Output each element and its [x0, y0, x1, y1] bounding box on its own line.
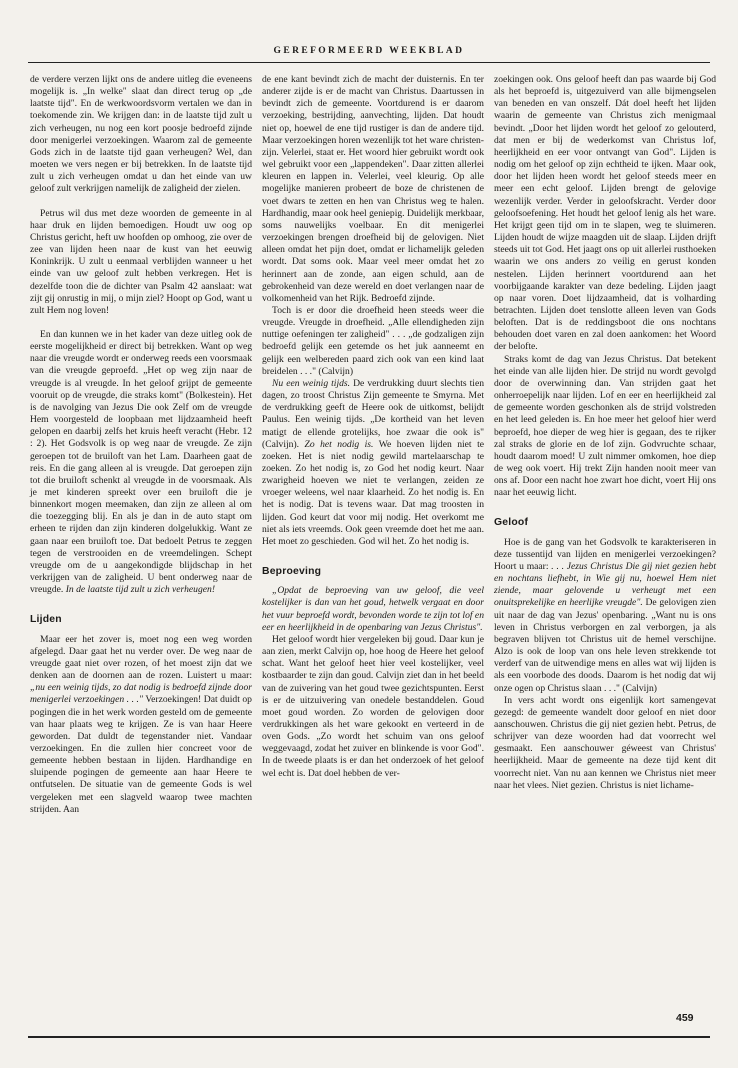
paragraph-text: Verzoekingen! Dat duidt op pogingen die in het werk worden gesteld om de gemeente van haar plaats weg te krijgen. Ze is van haar Heere geworden. Dat duldt de tegenstander niet. Vandaar verzoekingen. En die zullen hier concreet voor de gemeente hebben bestaan in lijden. Hardhandige en sluipende pogingen de gemeente aan haar Heere te ontfutselen. De situatie van de gemeente Gods is wel vergeleken met een slagveld waarop twee machten strijden. Aan: [30, 694, 252, 815]
paragraph-text: De gelovigen zien uit naar de dag van Jezus' openbaring. „Want nu is ons leven in Christus verborgen en zal verborgen, ja als begraven blijven tot Christus uit de hemel verschijne. Alzo is ook de loop van ons hele leven strekkende tot verderf van de uitwendige mens en alles wat wij lijden is als een voorbode des doods. Daarom is het nodig dat wij onze ogen op Christus slaan . . ." (Calvijn): [494, 597, 716, 694]
italic-quote: „nu een weinig tijds, zo dat nodig is bedroefd zijnde door menigerlei verzoekingen . . .": [30, 682, 252, 706]
paragraph: Toch is er door die droefheid heen steeds weer die vreugde. Vreugde in droefheid. „Alle ellendigheden zijn nuttige oefeningen ter zaligheid" . . . „de godzaligen zijn bedroefd gelijk een getemde os het juk aanneemt en gelijk een welbereden paard zich ook van een kind laat breidelen . . ." (Calvijn): [262, 304, 484, 377]
column-3: [494, 74, 716, 792]
paragraph-gap: [30, 596, 252, 608]
footer-rule: [28, 1036, 710, 1038]
header-rule: [28, 62, 710, 63]
paragraph-gap: [30, 196, 252, 208]
paragraph: zoekingen ook. Ons geloof heeft dan pas waarde bij God als het beproefd is, uitgezuiverd van alle bijmengselen van beneden en van onszelf. Dát doel heeft het lijden waarin de gemeente van Christus zich menigmaal bevindt. „Door het lijden wordt het geloof zo gelouterd, dat men er bij de wederkomst van Christus lof, heerlijkheid en eer voor ontvangt van God". Lijden is nodig om het geloof op zijn echtheid te ijken. Maar ook, door het lijden heen wordt het geloof steeds meer en meer een echt geloof. Lijden brengt de gelovige wezenlijk verder. Verder in geloofskracht. Verder door geloofsoefening. Het houdt het geloof lenig als het ware. Het krijgt geen tijd om in te slapen, weg te sluimeren. Lijden houdt de wijze maagden uit de slaap. Lijden drijft steeds uit tot God. Het jaagt ons op uit allerlei rusthoeken waarin we ons anders zo veilig en gerust konden nestelen. Lijden herinnert voortdurend aan het voorbijgaande karakter van deze bedeling. Lijden jaagt op naar voren. Doet lijdzaamheid, dat is volharding betrachten. Lijden doet tenslotte alleen leven van Gods beloften. Dat is de reddingsboot die ons nochtans behouden doet varen en zal doen aankomen: het Woord der belofte.: [494, 74, 716, 353]
paragraph: Straks komt de dag van Jezus Christus. Dat betekent het einde van alle lijden hier. De strijd nu wordt gevolgd door de overwinning dan. Van strijden gaat het onherroepelijk naar lijden. Lof en eer en heerlijkheid zal de gemeente worden geschonken als de strijd volstreden en het leed geleden is. En hoe meer het geloof hier werd beproefd, hoe dieper de weg hier is gegaan, des te rijker zal straks de glorie en de lof zijn. Godvruchte schaar, houdt daarom moed! U zult nimmer omkomen, hoe diep de weg ook voert. Hij trekt Zijn handen nooit meer van ons af. Door een nacht hoe zwart hoe dicht, voert Hij ons naar het eeuwig licht.: [494, 353, 716, 499]
paragraph: Petrus wil dus met deze woorden de gemeente in al haar druk en lijden bemoedigen. Houdt uw oog op Christus gericht, heft uw hoofden op omhoog, zie over de zee van lijden heen naar de kust van het eeuwig Koninkrijk. U zult u eenmaal verblijden wanneer u het einde van uw geloof zult hebben verkregen. Het is dezelfde toon die de dichter van Psalm 42 aanslaat: wat zijt gij onrustig in mij, o mijn ziel? Hoopt op God, want u zult Hem nog loven!: [30, 207, 252, 316]
paragraph: [262, 585, 484, 634]
paragraph: In vers acht wordt ons eigenlijk kort samengevat gezegd: de gemeente wandelt door geloof en niet door aanschouwen. Christus die gij niet gezien hebt. Petrus, de schrijver van deze woorden had dat voorrecht wel gesmaakt. Een aanschouwer géweest van Christus' heerlijkheid. Maar de gemeente na deze tijd kent dit voorrecht niet. Van nu aan kennen we Christus niet meer naar het vlees. Niet gezien. Christus is niet lichame-: [494, 694, 716, 791]
running-header: GEREFORMEERD WEEKBLAD: [273, 46, 465, 56]
italic-quote: . . . Jezus Christus Die gij niet gezien hebt en nochtans liefhebt, in Wie gij nu, hoewel Hem niet ziende, maar gelovende u verheugt met een onuitsprekelijke en heerlijke vreugde".: [494, 560, 716, 609]
paragraph-text: De verdrukking duurt slechts tien dagen, zo troost Christus Zijn gemeente te Smyrna. Met de verdrukking geeft de Heere ook de uitkomst, belijdt Paulus. Een weinig tijds. „De kortheid van het leven matigt de ellende grotelijks, hoe zwaar die ook is" (Calvijn).: [262, 377, 485, 450]
paragraph: [494, 537, 716, 695]
italic-text: In de laatste tijd zult u zich verheugen!: [65, 584, 216, 596]
paragraph-text: We hoeven lijden niet te zoeken. Het is niet nodig gewild martelaarschap te zoeken. Zo het nodig is, zo God het nodig keurt. Naar zwarigheid hoeven we niet te verlangen, zeiden ze vroeger weleens, wel naar klaarheid. Zo het nodig is. En het is nodig. Dat is tevens waar. Dat mag troosten in lijden. God keurt dat voor mij nodig. Het overkomt me niet als iets vreemds. Ook geen vreemde doet het me aan. Het moet zo geschieden. God wil het. Zo het nodig is.: [262, 438, 484, 547]
paragraph: de ene kant bevindt zich de macht der duisternis. En ter anderer zijde is er de macht van Christus. Daartussen in bevindt zich de gemeente. Voortdurend is er daarom verzoeking, bestrijding, aanvechting, lijden. Dat houdt niet op, hoewel de ene tijd rustiger is dan de andere tijd. Maar verzoekingen horen wezenlijk tot het ware christen-zijn. Velerlei, staat er. Het woord hier gebruikt wordt ook wel gebruikt voor een „lappendeken". Daar zitten allerlei kleuren en lappen in. Velerlei, veel kleurig. Op alle mogelijke manieren probeert de boze de christenen de voet dwars te zetten en hen van Christus weg te halen. Hardhandig, maar ook heel geniepig. Duidelijk merkbaar, soms nauwelijks voelbaar. En dit menigerlei verzoekingen brengen droefheid bij de gelovigen. Niet alleen omdat het pijn doet, omdat er lichamelijk geleden wordt. Dat soms ook. Maar veel meer omdat het zo herinnert aan de zonde, aan eigen schuld, aan de gebrokenheid van deze wereld en doet verlangen naar de volkomenheid van het Rijk. Bedroefd zijnde.: [262, 74, 484, 304]
paragraph-text: Hoe is de gang van het Godsvolk te karakteriseren in deze tussentijd van lijden en menigerlei verzoekingen? Hoort u maar:: [494, 536, 716, 572]
page-number: 459: [676, 1012, 694, 1024]
italic-quote: „Opdat de beproeving van uw geloof, die veel kostelijker is dan van het goud, hetwelk vergaat en door het vuur beproefd wordt, bevonden worde te zijn tot lof en eer en heerlijkheid in de openbaring van Jezus Christus".: [262, 585, 484, 633]
paragraph: [262, 378, 484, 548]
paragraph-gap: [30, 317, 252, 329]
section-heading-lijden: Lijden: [30, 614, 62, 626]
italic-text: Nu een weinig tijds.: [272, 377, 351, 389]
column-2: [262, 74, 484, 780]
paragraph: [30, 329, 252, 596]
italic-text: Zo het nodig is.: [304, 438, 374, 450]
paragraph: [30, 634, 252, 816]
paragraph-gap: [494, 499, 716, 511]
section-heading-geloof: Geloof: [494, 517, 529, 529]
column-1: [30, 74, 252, 816]
paragraph: Het geloof wordt hier vergeleken bij goud. Daar kun je aan zien, merkt Calvijn op, hoe hoog de Heere het geloof schat. Want het geloof heet hier veel kostelijker, veel kostbaarder te zijn dan goud. Calvijn ziet dan in het beeld van de zuivering van het goud twee gezichtspunten. Eerst is er de uitzuivering van onedele bestanddelen. Goud moet goud worden. Zo worden de gelovigen door verdrukkingen als het ware gekookt en verteerd in de oven Gods. „Zo wordt het schuim van ons geloof weggevaagd, zodat het zuiver en blinkende is voor God". In de tweede plaats is er dan het onderzoek of het geloof wel echt is. Dat doel hebben de ver-: [262, 633, 484, 779]
paragraph-text: Maar eer het zover is, moet nog een weg worden afgelegd. Daar gaat het nu verder over. De weg naar de vreugde gaat niet over rozen, of het moest zijn dat we denken aan de doornen aan de rozen. Luistert u maar:: [30, 633, 252, 682]
paragraph-text: En dan kunnen we in het kader van deze uitleg ook de eerste mogelijkheid er direct bij betrekken. Want op weg naar die vreugde wordt er onderweg reeds een voorsmaak van die vreugde geproefd. „Het op weg zijn naar de vreugde is al vreugde. In het geloof grijpt de gemeente vooruit op de vreugde, die straks komt" (Bolkestein). Het is de navolging van Jezus Die ook Zelf om de vreugde Hem voorgesteld de loopbaan met lijdzaamheid heeft gelopen en daarbij zelfs het kruis heeft veracht (Hebr. 12 : 2). Het Godsvolk is op weg naar de vreugde. Ze zijn geroepen tot de bruiloft van het Lam. Daarheen gaat de reis. En die gang alleen al is vreugde. Dat geroepen zijn tot die bruiloft schenkt al vreugde in de voorsmaak. Als je met kinderen spreekt over een bruiloft die je binnenkort mogen meemaken, dan zijn ze alleen al om die toezegging blij. En als je dan in de auto stapt om erheen te rijden dan zijn kinderen dolgelukkig. Want ze gaan naar een bruiloft toe. Dat bedoelt Petrus te zeggen tegen de verstrooiden en de vreemdelingen. Schept vreugde om de u aangekondigde blijdschap in het verkrijgen van de zaligheid. U bent onderweg naar de vreugde.: [30, 328, 252, 596]
section-heading-beproeving: Beproeving: [262, 566, 322, 578]
paragraph: de verdere verzen lijkt ons de andere uitleg die eveneens mogelijk is. „In welke" slaat dan direct terug op „de laatste tijd". En de werkwoordsvorm vertalen we dan in toekomende zin. We krijgen dan: in de laatste tijd zult u zich verheugen, nu nog een kort poosje bedroefd zijnde door menigerlei verzoekingen. Waarom zal de gemeente Gods zich in de laatste tijd gaan verheugen? Wel, dan moeten we vers negen er bij betrekken. In de laatste tijd zult u zich verheugen omdat u dan het einde van uw geloof zult verkrijgen namelijk de zaligheid der zielen.: [30, 74, 252, 195]
paragraph-gap: [262, 548, 484, 560]
